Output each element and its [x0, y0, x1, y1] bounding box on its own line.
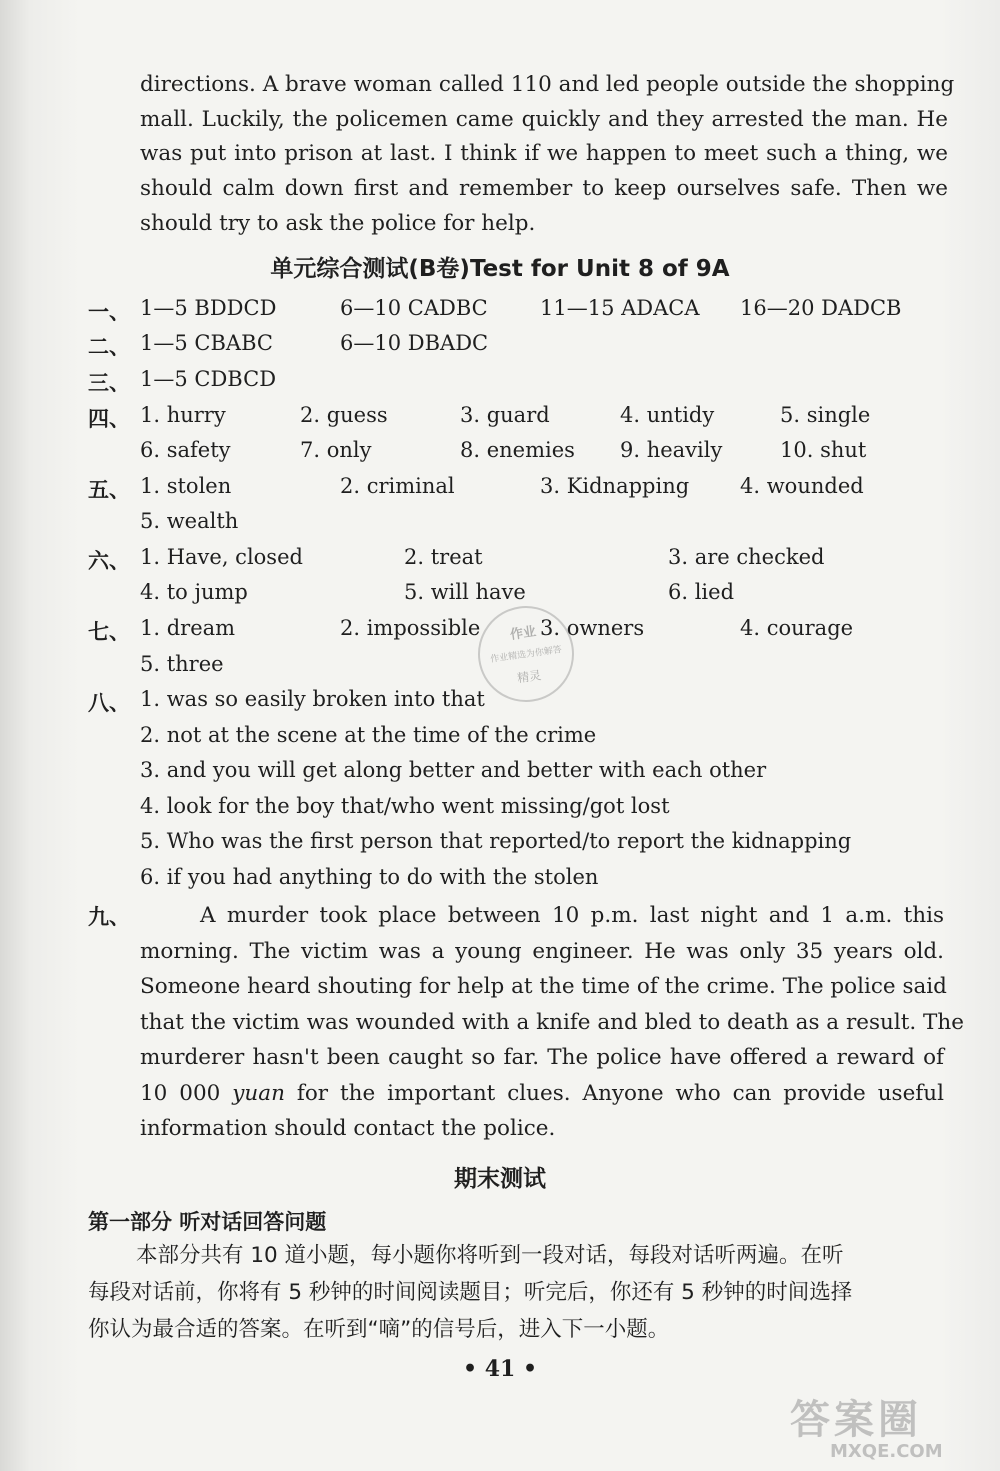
intro-line: mall. Luckily, the policemen came quickly and they arrested the man. He: [140, 106, 948, 132]
answer-item: 11—15 ADACA: [540, 296, 700, 320]
instruction-line: 你认为最合适的答案。在听到“嘀”的信号后，进入下一小题。: [88, 1317, 670, 1342]
answer-item: 5. will have: [404, 580, 526, 604]
intro-paragraph: [140, 68, 955, 242]
answer-item: 3. and you will get along better and better with each other: [140, 758, 767, 782]
section-number: 九、: [88, 905, 130, 929]
answer-item: 4. look for the boy that/who went missing/got lost: [140, 794, 670, 818]
section-number: 一、: [88, 300, 130, 324]
answer-item: 4. untidy: [620, 403, 715, 427]
essay-paragraph: [140, 898, 964, 1147]
answer-item: 5. Who was the first person that reported/to report the kidnapping: [140, 829, 852, 853]
section-number: 七、: [88, 620, 130, 644]
essay-line: A murder took place between 10 p.m. last night and 1 a.m. this: [200, 903, 944, 928]
answer-item: 3. guard: [460, 403, 550, 427]
stamp-bottom-text: 精灵: [516, 668, 543, 686]
answer-item: 4. wounded: [740, 474, 864, 498]
part-one-heading: 第一部分 听对话回答问题: [88, 1210, 327, 1234]
answer-item: 1. Have, closed: [140, 545, 303, 569]
part-one-instructions: [88, 1237, 944, 1348]
answer-item: 2. treat: [404, 545, 483, 569]
answer-item: 7. only: [300, 438, 372, 462]
answer-item: 6. if you had anything to do with the stolen: [140, 865, 599, 889]
answer-item: 1—5 CBABC: [140, 331, 273, 355]
answer-item: 6—10 DBADC: [340, 331, 489, 355]
section-number: 三、: [88, 371, 130, 395]
section-number: 六、: [88, 549, 130, 573]
section-number: 四、: [88, 407, 130, 431]
intro-line: should calm down first and remember to keep ourselves safe. Then we: [140, 176, 948, 202]
section-number: 五、: [88, 478, 130, 502]
page-number: • 41 •: [462, 1356, 538, 1382]
answer-item: 2. guess: [300, 403, 388, 427]
answer-item: 6—10 CADBC: [340, 296, 488, 320]
answer-item: 1—5 BDDCD: [140, 296, 277, 320]
watermark-url: MXQE.COM: [830, 1441, 943, 1462]
answer-item: 2. criminal: [340, 474, 455, 498]
answer-item: 3. Kidnapping: [540, 474, 690, 498]
watermark: [790, 1388, 990, 1468]
answer-item: 16—20 DADCB: [740, 296, 902, 320]
essay-italic-text: yuan: [232, 1080, 285, 1106]
stamp-seal: [472, 600, 580, 708]
answer-item: 1—5 CDBCD: [140, 367, 277, 391]
essay-line: morning. The victim was a young engineer. He was only 35 years old.: [140, 938, 944, 964]
stamp-top-text: 作业: [509, 624, 538, 643]
answer-item: 6. lied: [668, 580, 735, 604]
watermark-logo-text: 答案圈: [790, 1397, 922, 1443]
answer-item: 5. wealth: [140, 509, 239, 533]
essay-line: murderer hasn't been caught so far. The police have offered a reward of: [140, 1045, 944, 1070]
answer-item: 5. three: [140, 652, 224, 676]
section-number: 八、: [88, 691, 130, 715]
essay-line: Someone heard shouting for help at the time of the crime. The police said: [140, 974, 947, 999]
essay-line: that the victim was wounded with a knife and bled to death as a result. The: [140, 1009, 964, 1035]
intro-line: should try to ask the police for help.: [140, 210, 536, 236]
instruction-line: 每段对话前，你将有 5 秒钟的时间阅读题目；听完后，你还有 5 秒钟的时间选择: [88, 1280, 853, 1305]
essay-text: 10 000: [140, 1080, 233, 1106]
intro-line: was put into prison at last. I think if we happen to meet such a thing, we: [140, 141, 948, 167]
answer-item: 4. to jump: [140, 580, 248, 604]
instruction-line: 本部分共有 10 道小题，每小题你将听到一段对话，每段对话听两遍。在听: [136, 1243, 844, 1268]
stamp-middle-text: 作业精选为你解答: [489, 645, 563, 665]
answer-item: 3. are checked: [668, 545, 825, 569]
answer-item: 2. impossible: [340, 616, 481, 640]
answer-item: 10. shut: [780, 438, 867, 462]
essay-text: for the important clues. Anyone who can provide useful: [284, 1080, 944, 1106]
answer-item: 3. owners: [540, 616, 645, 640]
essay-line: information should contact the police.: [140, 1116, 556, 1141]
answer-item: 1. dream: [140, 616, 236, 640]
section-number: 二、: [88, 335, 130, 359]
answer-item: 6. safety: [140, 438, 231, 462]
final-test-title: 期末测试: [454, 1166, 546, 1192]
answer-item: 1. was so easily broken into that: [140, 687, 485, 711]
unit-test-title: 单元综合测试(B卷)Test for Unit 8 of 9A: [270, 256, 730, 282]
essay-line: [140, 1076, 944, 1112]
answer-item: 5. single: [780, 403, 871, 427]
answer-item: 4. courage: [740, 616, 854, 640]
intro-line: directions. A brave woman called 110 and led people outside the shopping: [140, 72, 955, 97]
answer-item: 1. stolen: [140, 474, 232, 498]
answer-item: 2. not at the scene at the time of the crime: [140, 723, 597, 747]
answer-item: 9. heavily: [620, 438, 723, 462]
answer-item: 8. enemies: [460, 438, 575, 462]
answer-item: 1. hurry: [140, 403, 226, 427]
